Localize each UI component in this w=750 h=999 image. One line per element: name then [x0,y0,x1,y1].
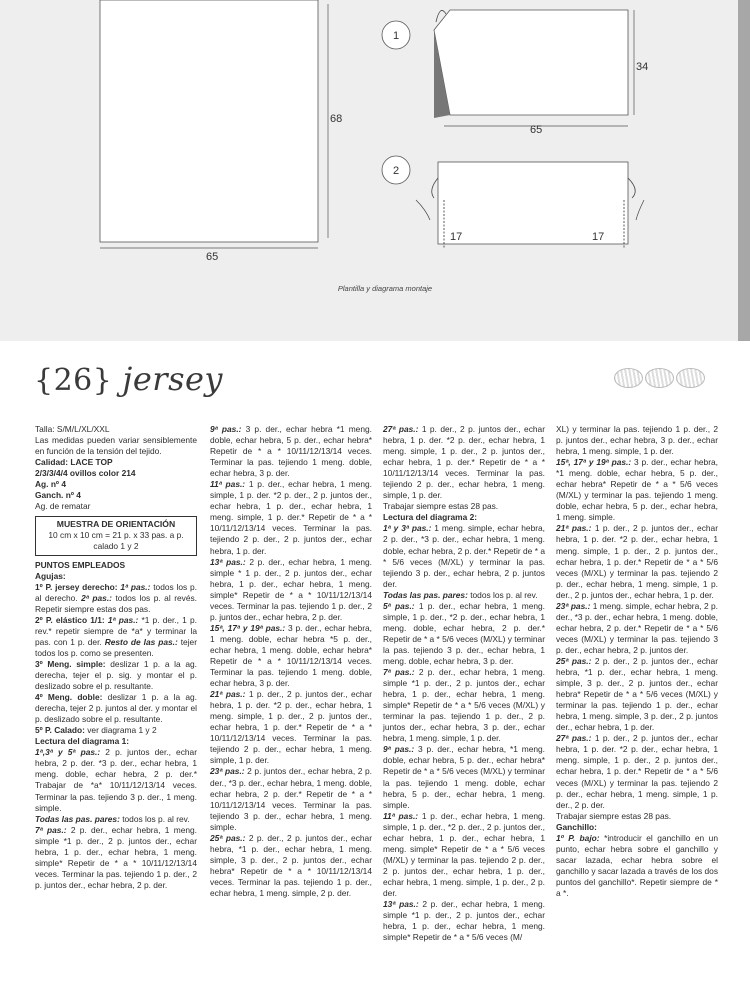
column-chart2-cont [556,424,718,899]
gauge-box [35,516,197,555]
chart2-row-7: 7ª pas.: 2 p. der., echar hebra, 1 meng. simple *1 p. der., 2 p. juntos der., echar hebra, 1 p. der., echar hebra, 1 meng. simple* Repetir de * a * 5/6 veces (M/XL) y terminar la pas. tejiendo 1 p. der., 2 p. juntos der., echar hebra, 3 p. der., echar hebra, 1 meng. simple, 1 p. der. [383,667,545,744]
crochet-size: Ganch. nº 4 [35,490,81,501]
chart2-row-27: 27ª pas.: 1 p. der., 2 p. juntos der., echar hebra, 1 p. der. *2 p. der., echar hebra, 1 meng. simple, 1 p. der., 2 p. juntos der., echar hebra, 1 p. der.* Repetir de * a * 5/6 veces (M/XL) y terminar la pas. tejiendo 2 p. der., echar hebra, 1 meng. simple, 1 p. der., 2 p. der. [556,733,718,810]
yarn-ball-icon [676,368,705,388]
chart2-row-13: 13ª pas.: 2 p. der., echar hebra, 1 meng. simple *1 p. der., 2 p. juntos der., echar hebra, 1 p. der., echar hebra, 1 meng. simple* Repetir de * a * 5/6 veces (M/ [383,899,546,943]
chart2-row-15: 15ª, 17ª y 19ª pas.: 3 p. der., echar hebra, *1 meng. doble, echar hebra, 5 p. der., echar hebra* Repetir de * a * 5/6 veces (M/XL) y terminar la pas. tejiendo 1 meng. doble, echar hebra, 5 p. der., echar hebra, 1 meng. simple. [556,457,718,523]
yarn-quality: Calidad: LACE TOP [35,457,113,468]
stitch-3: 3º Meng. simple: deslizar 1 p. a la ag. derecha, tejer el p. sig. y montar el p. deslizado sobre el p. resultante. [35,658,197,692]
difficulty-yarn-icons [614,368,705,388]
gauge-title: MUESTRA DE ORIENTACIÓN [56,519,176,530]
column-chart2 [383,424,545,943]
step2-needle-right [636,200,644,220]
step2-seam-right-label: 17 [592,231,605,243]
crochet-title: Ganchillo: [556,821,597,832]
chart2-row-11: 11ª pas.: 1 p. der., echar hebra, 1 meng. simple, 1 p. der., *2 p. der., 2 p. juntos der., echar hebra, 1 p. der., echar hebra, 1 meng. simple* Repetir de * a * 5/6 veces (M/XL) y terminar la pas. tejiendo 2 p. der., 2 p. juntos der., echar hebra, 1 p. der., echar hebra, 1 meng. simple, 1 p. der., 2 p. der. [383,810,546,898]
column-materials [35,424,197,891]
pattern-title [34,360,223,398]
step1-fabric [434,10,628,115]
pattern-number: {26} [34,363,113,398]
chart2-repeat: Trabajar siempre estas 28 pas. [556,810,672,821]
chart1-row-21: 21ª pas.: 1 p. der., 2 p. juntos der., echar hebra, 1 p. der. *2 p. der., echar hebra, 1 meng. simple, 1 p. der., 2 p. juntos der., echar hebra, 1 p. der.* Repetir de * a * 10/11/12/13/14 veces. Terminar la pas. tejiendo 2 p. der., echar hebra, 1 meng. simple, 1 p. der. [210,689,372,766]
chart1-row-23: 23ª pas.: 2 p. juntos der., echar hebra, 2 p. der., *3 p. der., echar hebra, 1 meng. doble, echar hebra, 2 p. der.* Repetir de * a * 10/11/12/13/14 veces. Terminar la pas. tejiendo 3 p. der., echar hebra, 1 meng. simple. [210,766,372,832]
step2-thread-right [628,178,635,198]
finishing-needle: Ag. de rematar [35,501,91,512]
diagram-caption: Plantilla y diagrama montaje [337,284,433,293]
stitch-4: 4º Meng. doble: deslizar 1 p. a la ag. derecha, tejer 2 p. juntos al der. y montar el p. deslizado sobre el p. resultante. [35,692,198,725]
pattern-name: jersey [122,360,223,398]
chart2-row-25: 25ª pas.: 2 p. der., 2 p. juntos der., echar hebra, *1 p. der., echar hebra, 1 meng. simple, 3 p. der., 2 p. juntos der., echar hebra* Repetir de * a * 5/6 veces (M/XL) y terminar la pas. tejiendo 1 p. der., echar hebra, 1 meng. simple, 3 p. der., 2 p. juntos der., echar hebra, 1 p. der. [556,655,718,733]
size-line: Talla: S/M/L/XL/XXL [35,424,110,434]
chart1-row-27: 27ª pas.: 1 p. der., 2 p. juntos der., echar hebra, 1 p. der. *2 p. der., echar hebra, 1 meng. simple, 1 p. der., 2 p. juntos der., echar hebra, 1 p. der.* Repetir de * a * 10/11/12/13/14 veces. Terminar la pas. tejiendo 2 p. der., echar hebra, 1 meng. simple, 1 p. der. [383,424,545,501]
chart2-row-9: 9ª pas.: 3 p. der., echar hebra, *1 meng. doble, echar hebra, 5 p. der., echar hebra* Repetir de * a * 5/6 veces (M/XL) y terminar la pas. tejiendo 1 meng. doble, echar hebra, 5 p. der., echar hebra, 1 meng. simple. [383,744,545,810]
panel-width-label: 65 [206,251,219,263]
chart2-title: Lectura del diagrama 2: [383,512,478,523]
gauge-text: 10 cm x 10 cm = 21 p. x 33 pas. a p. calado 1 y 2 [48,530,184,552]
chart1-row-7: 7ª pas.: 2 p. der., echar hebra, 1 meng. simple *1 p. der., 2 p. juntos der., echar hebra, 1 p. der., echar hebra, 1 meng. simple* Repetir de * a * 10/11/12/13/14 veces. Terminar la pas. tejiendo 1 p. der., 2 p. juntos der., echar hebra, 2 p. der. [35,824,197,890]
pattern-panel-rect [100,0,318,242]
crochet-single: 1º P. bajo: *introducir el ganchillo en un punto, echar hebra sobre el ganchillo y sacar lazada, echar hebra sobre el ganchillo y sacar lazada a través de los dos puntos del ganchillo*. Repetir siempre de * a *. [556,832,719,898]
step2-seam-left-label: 17 [450,231,463,243]
measure-note: Las medidas pueden variar sensiblemente en función de la tensión del tejido. [35,435,197,457]
yarn-ball-icon [614,368,643,388]
step1-number: 1 [393,30,400,42]
chart1-repeat: Trabajar siempre estas 28 pas. [383,501,499,512]
chart1-row-25: 25ª pas.: 2 p. der., 2 p. juntos der., echar hebra, *1 p. der., echar hebra, 1 meng. simple, 3 p. der., 2 p. juntos der., echar hebra* Repetir de * a * 10/11/12/13/14 veces. Terminar la pas. tejiendo 1 p. der., echar hebra, 1 meng. simple, 2 p. der. [210,832,372,898]
yarn-ball-icon [645,368,674,388]
step1-width-label: 65 [530,124,543,136]
panel-height-label: 68 [330,113,343,125]
stitch-1: 1º P. jersey derecho: 1ª pas.: todos los p. al derecho. 2ª pas.: todos los p. al revés. Repetir siempre estas dos pas. [35,581,198,614]
stitches-title: PUNTOS EMPLEADOS [35,559,126,570]
chart1-row-11: 11ª pas.: 1 p. der., echar hebra, 1 meng. simple, 1 p. der. *2 p. der., 2 p. juntos der., echar hebra, 1 p. der., echar hebra, 1 meng. simple, 1 p. der.* Repetir de * a * 10/11/12/13/14 veces. Terminar la pas. tejiendo 2 p. der., 2 p. juntos der., echar hebra, 1 p. der. [210,479,373,556]
chart1-row-13: 13ª pas.: 2 p. der., echar hebra, 1 meng. simple * 1 p. der., 2 p. juntos der., echar hebra, 1 p. der., echar hebra, 1 meng. simple* Repetir de * a * 10/11/12/13/14 veces. Terminar la pas. tejiendo 1 p. der., 2 p. juntos der., echar hebra, 2 p. der. [210,556,373,622]
chart1-even-rows: Todas las pas. pares: todos los p. al rev. [35,813,190,824]
step2-thread-left [432,178,438,198]
chart2-rows-13: 1ª y 3ª pas.: 1 meng. simple, echar hebra, 2 p. der., *3 p. der., echar hebra, 1 meng. doble, echar hebra, 2 p. der.* Repetir de * a * 5/6 veces (M/XL) y terminar la pas. tejiendo 3 p. der., echar hebra, 2 p. juntos der. [383,523,545,589]
chart1-rows-135: 1ª,3ª y 5ª pas.: 2 p. juntos der., echar hebra, 2 p. der. *3 p. der., echar hebra, 1 meng. doble, echar hebra, 2 p. der.* Trabajar de *a* 10/11/12/13/14 veces. Terminar la pas. tejiendo 3 p. der., 1 meng. simple. [35,747,197,813]
yarn-balls: 2/3/3/4/4 ovillos color 214 [35,468,136,479]
step2-needle-left [416,200,430,220]
chart2-row-5: 5ª pas.: 1 p. der., echar hebra, 1 meng. simple, 1 p. der., *2 p. der., echar hebra, 1 meng. doble, echar hebra, 2 p. der.* Repetir de * a * 5/6 veces (M/XL) y terminar la pas. tejiendo 3 p. der., echar hebra, 1 meng. doble, echar hebra, 3 p. der. [383,600,545,666]
needles-title: Agujas: [35,570,66,581]
stitch-5: 5º P. Calado: ver diagrama 1 y 2 [35,725,157,736]
chart2-row-23: 23ª pas.: 1 meng. simple, echar hebra, 2 p. der., *3 p. der., echar hebra, 1 meng. doble, echar hebra, 2 p. der.* Repetir de * a * 5/6 veces (M/XL) y terminar la pas. tejiendo 3 p. der., echar hebra, 2 p. juntos der. [556,600,718,655]
step2-number: 2 [393,165,400,177]
chart1-row-9: 9ª pas.: 3 p. der., echar hebra *1 meng. doble, echar hebra, 5 p. der., echar hebra* Repetir de * a * 10/11/12/13/14 veces. Terminar la pas. tejiendo 1 meng. doble, echar hebra, 3 p. der. [210,424,372,479]
stitch-2: 2º P. elástico 1/1: 1ª pas.: *1 p. der., 1 p. rev.* repetir siempre de *a* y terminar la pas. con 1 p. der. Resto de las pas.: tejer todos los p. como se presenten. [35,614,198,658]
step1-height-label: 34 [636,61,649,73]
chart1-row-15: 15ª, 17ª y 19ª pas.: 3 p. der., echar hebra, 1 meng. doble, echar hebra *5 p. der., echar hebra, 1 meng. doble, echar hebra* Repetir de * a * 10/11/12/13/14 veces. Terminar la pas. tejiendo 1 meng. doble, echar hebra, 3 p. der. [210,622,372,689]
chart2-even-rows: Todas las pas. pares: todos los p. al rev. [383,589,538,600]
chart2-row-13-cont: XL) y terminar la pas. tejiendo 1 p. der., 2 p. juntos der., echar hebra, 3 p. der., echar hebra, 1 meng. simple, 1 p. der. [556,424,718,457]
needle-size: Ag. nº 4 [35,479,66,490]
column-chart1-cont [210,424,372,899]
chart1-title: Lectura del diagrama 1: [35,736,130,747]
chart2-row-21: 21ª pas.: 1 p. der., 2 p. juntos der., echar hebra, 1 p. der. *2 p. der., echar hebra, 1 meng. simple, 1 p. der., 2 p. juntos der., echar hebra, 1 p. der.* Repetir de * a * 5/6 veces (M/XL) y terminar la pas. tejiendo 2 p. der., echar hebra, 1 meng. simple, 1 p. der., 2 p. juntos der., echar hebra, 1 p. der. [556,523,718,600]
